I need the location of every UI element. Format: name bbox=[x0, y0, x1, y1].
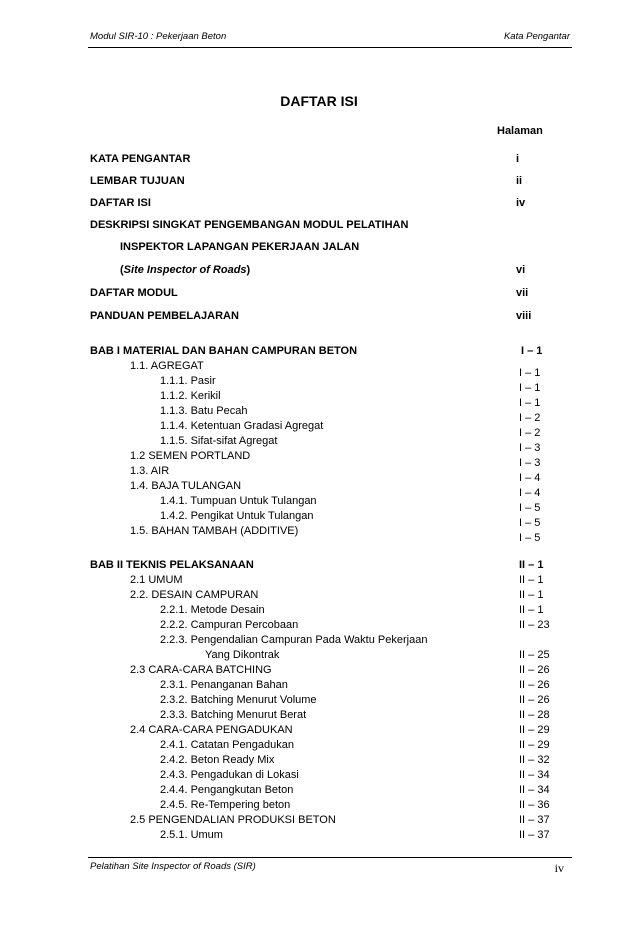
toc-page: II – 1 bbox=[519, 574, 544, 586]
toc-section[interactable]: 2.1 UMUM bbox=[130, 574, 183, 586]
toc-page: II – 26 bbox=[519, 679, 550, 691]
toc-page: I – 5 bbox=[519, 502, 541, 514]
toc-page: iv bbox=[516, 197, 526, 209]
toc-page: I – 1 bbox=[519, 367, 541, 379]
toc-entry-daftar-modul[interactable]: DAFTAR MODUL bbox=[90, 287, 178, 299]
toc-subsection[interactable]: 1.1.2. Kerikil bbox=[160, 390, 221, 402]
toc-page: II – 26 bbox=[519, 664, 550, 676]
toc-subsection[interactable]: 2.4.5. Re-Tempering beton bbox=[160, 799, 291, 811]
toc-page: II – 32 bbox=[519, 754, 550, 766]
toc-subsection[interactable]: 1.4.2. Pengikat Untuk Tulangan bbox=[160, 510, 314, 522]
toc-page: I – 5 bbox=[519, 532, 541, 544]
toc-section[interactable]: 1.5. BAHAN TAMBAH (ADDITIVE) bbox=[130, 525, 299, 537]
italic-title: Site Inspector of Roads bbox=[123, 264, 247, 276]
toc-page: II – 34 bbox=[519, 784, 550, 796]
toc-entry-lembar-tujuan[interactable]: LEMBAR TUJUAN bbox=[90, 175, 185, 187]
toc-chapter-page: II – 1 bbox=[519, 559, 544, 571]
toc-page: viii bbox=[516, 310, 532, 322]
toc-page: II – 26 bbox=[519, 694, 550, 706]
toc-section[interactable]: 1.4. BAJA TULANGAN bbox=[130, 480, 242, 492]
toc-page: II – 1 bbox=[519, 604, 544, 616]
toc-page: II – 29 bbox=[519, 724, 550, 736]
footer-course-title: Pelatihan Site Inspector of Roads (SIR) bbox=[90, 861, 256, 872]
toc-entry-deskripsi-line3[interactable]: (Site Inspector of Roads) bbox=[120, 264, 251, 276]
toc-subsection[interactable]: 2.4.4. Pengangkutan Beton bbox=[160, 784, 294, 796]
toc-page: I – 5 bbox=[519, 517, 541, 529]
toc-subsection[interactable]: 2.3.2. Batching Menurut Volume bbox=[160, 694, 317, 706]
toc-subsection[interactable]: 2.4.2. Beton Ready Mix bbox=[160, 754, 275, 766]
toc-section[interactable]: 1.2 SEMEN PORTLAND bbox=[130, 450, 251, 462]
header-section-title: Kata Pengantar bbox=[503, 31, 570, 42]
toc-page: I – 1 bbox=[519, 397, 541, 409]
toc-page: I – 4 bbox=[519, 472, 541, 484]
toc-subsection[interactable]: 1.1.5. Sifat-sifat Agregat bbox=[160, 435, 278, 447]
toc-subsection[interactable]: 2.5.1. Umum bbox=[160, 829, 223, 841]
page-header bbox=[90, 31, 570, 47]
toc-page: i bbox=[516, 153, 520, 165]
toc-section[interactable]: 2.4 CARA-CARA PENGADUKAN bbox=[130, 724, 293, 736]
toc-page: vi bbox=[516, 264, 526, 276]
toc-subsection[interactable]: 1.1.1. Pasir bbox=[160, 375, 216, 387]
header-rule bbox=[88, 47, 572, 48]
toc-entry-deskripsi-line2[interactable]: INSPEKTOR LAPANGAN PEKERJAAN JALAN bbox=[120, 241, 360, 253]
toc-page: II – 25 bbox=[519, 649, 550, 661]
toc-page: I – 2 bbox=[519, 427, 541, 439]
toc-page: II – 29 bbox=[519, 739, 550, 751]
page-number: iv bbox=[554, 861, 564, 875]
toc-page: vii bbox=[516, 287, 529, 299]
toc-entry-deskripsi[interactable]: DESKRIPSI SINGKAT PENGEMBANGAN MODUL PELATIHAN bbox=[90, 219, 409, 231]
toc-page: II – 36 bbox=[519, 799, 550, 811]
toc-chapter-bab1[interactable]: BAB I MATERIAL DAN BAHAN CAMPURAN BETON bbox=[90, 345, 358, 357]
toc-page: I – 3 bbox=[519, 457, 541, 469]
toc-section[interactable]: 1.3. AIR bbox=[130, 465, 170, 477]
toc-page: I – 2 bbox=[519, 412, 541, 424]
toc-subsection-cont[interactable]: Yang Dikontrak bbox=[205, 649, 280, 661]
toc-subsection[interactable]: 1.1.4. Ketentuan Gradasi Agregat bbox=[160, 420, 324, 432]
toc-subsection[interactable]: 2.4.3. Pengadukan di Lokasi bbox=[160, 769, 299, 781]
toc-subsection[interactable]: 1.4.1. Tumpuan Untuk Tulangan bbox=[160, 495, 317, 507]
toc-section[interactable]: 2.3 CARA-CARA BATCHING bbox=[130, 664, 272, 676]
toc-page: I – 4 bbox=[519, 487, 541, 499]
toc-subsection[interactable]: 2.2.1. Metode Desain bbox=[160, 604, 265, 616]
toc-subsection[interactable]: 2.3.1. Penanganan Bahan bbox=[160, 679, 288, 691]
toc-entry-panduan[interactable]: PANDUAN PEMBELAJARAN bbox=[90, 310, 239, 322]
toc-subsection[interactable]: 2.2.2. Campuran Percobaan bbox=[160, 619, 299, 631]
toc-chapter-bab2[interactable]: BAB II TEKNIS PELAKSANAAN bbox=[90, 559, 254, 571]
toc-page: ii bbox=[516, 175, 523, 187]
page-footer bbox=[90, 861, 572, 875]
toc-section[interactable]: 2.2. DESAIN CAMPURAN bbox=[130, 589, 259, 601]
toc-subsection[interactable]: 2.2.3. Pengendalian Campuran Pada Waktu Pekerjaan bbox=[160, 634, 428, 646]
toc-page: II – 34 bbox=[519, 769, 550, 781]
footer-rule bbox=[88, 857, 572, 858]
page-title: DAFTAR ISI bbox=[280, 93, 358, 109]
toc-subsection[interactable]: 1.1.3. Batu Pecah bbox=[160, 405, 248, 417]
toc-page: II – 37 bbox=[519, 814, 550, 826]
toc-page: II – 28 bbox=[519, 709, 550, 721]
toc-page: II – 23 bbox=[519, 619, 550, 631]
toc-subsection[interactable]: 2.3.3. Batching Menurut Berat bbox=[160, 709, 307, 721]
header-module-title: Modul SIR-10 : Pekerjaan Beton bbox=[90, 31, 227, 42]
toc-page: II – 1 bbox=[519, 589, 544, 601]
toc-subsection[interactable]: 2.4.1. Catatan Pengadukan bbox=[160, 739, 294, 751]
toc-chapter-page: I – 1 bbox=[521, 345, 543, 357]
toc-page: I – 3 bbox=[519, 442, 541, 454]
toc-section[interactable]: 1.1. AGREGAT bbox=[130, 360, 204, 372]
toc-entry-kata-pengantar[interactable]: KATA PENGANTAR bbox=[90, 153, 191, 165]
halaman-label: Halaman bbox=[497, 125, 543, 137]
toc-section[interactable]: 2.5 PENGENDALIAN PRODUKSI BETON bbox=[130, 814, 336, 826]
toc-page: I – 1 bbox=[519, 382, 541, 394]
toc-page: II – 37 bbox=[519, 829, 550, 841]
toc-entry-daftar-isi[interactable]: DAFTAR ISI bbox=[90, 197, 151, 209]
